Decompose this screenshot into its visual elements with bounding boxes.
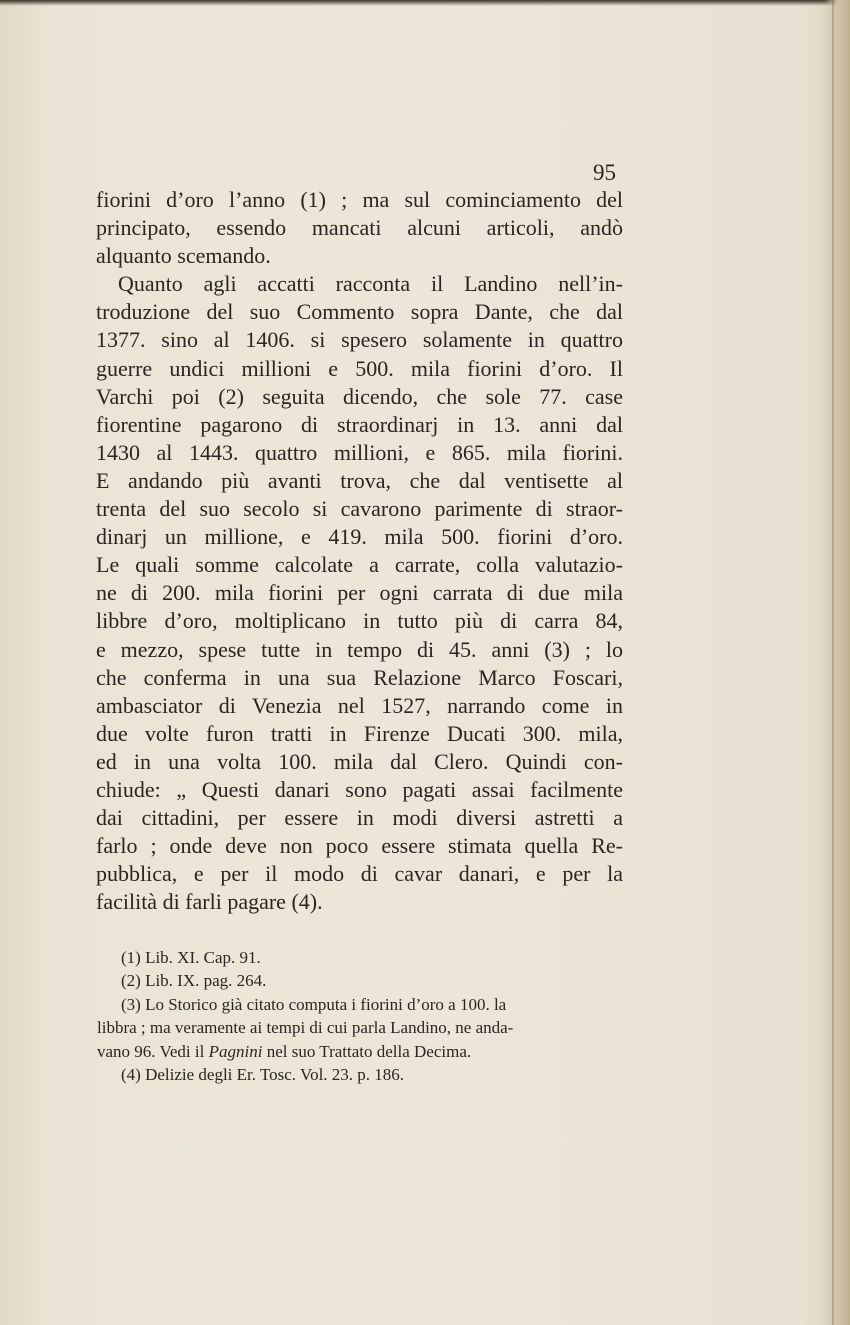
footnote-3-text: vano 96. Vedi il bbox=[97, 1041, 209, 1061]
body-line: chiude: „ Questi danari sono pagati assai facilmente bbox=[96, 776, 623, 802]
page-top-shadow bbox=[0, 0, 850, 6]
footnote-3-italic-name: Pagnini bbox=[208, 1041, 263, 1061]
footnote-3-text-end: nel suo Trattato della Decima. bbox=[262, 1041, 472, 1061]
body-line: E andando più avanti trova, che dal ventisette al bbox=[96, 467, 623, 493]
body-line: fiorini d’oro l’anno (1) ; ma sul cominciamento del bbox=[96, 187, 623, 212]
body-line: principato, essendo mancati alcuni articoli, andò bbox=[96, 215, 623, 241]
body-line: che conferma in una sua Relazione Marco Foscari, bbox=[96, 664, 623, 690]
body-line: Le quali somme calcolate a carrate, colla valutazio- bbox=[96, 552, 623, 578]
page-fold-line bbox=[832, 0, 834, 1325]
body-line: alquanto scemando. bbox=[96, 243, 271, 269]
body-line: trenta del suo secolo si cavarono parimente di straor- bbox=[96, 496, 623, 522]
body-line: dinarj un millione, e 419. mila 500. fiorini d’oro. bbox=[96, 524, 623, 550]
body-line: 1377. sino al 1406. si spesero solamente in quattro bbox=[96, 327, 623, 353]
body-text bbox=[96, 186, 623, 916]
body-line: troduzione del suo Commento sopra Dante, che dal bbox=[96, 299, 623, 325]
footnote-1: (1) Lib. XI. Cap. 91. bbox=[121, 948, 261, 967]
body-line: dai cittadini, per essere in modi diversi astretti a bbox=[96, 805, 623, 831]
body-line: ambasciator di Venezia nel 1527, narrando come in bbox=[96, 692, 623, 718]
footnote-3-line-2: libbra ; ma veramente ai tempi di cui parla Landino, ne anda- bbox=[97, 1018, 514, 1038]
footnote-2: (2) Lib. IX. pag. 264. bbox=[121, 971, 267, 991]
body-line: Quanto agli accatti racconta il Landino nell’in- bbox=[118, 271, 623, 297]
body-line: ne di 200. mila fiorini per ogni carrata di due mila bbox=[96, 580, 623, 606]
body-line: 1430 al 1443. quattro millioni, e 865. mila fiorini. bbox=[96, 439, 623, 465]
footnotes bbox=[97, 946, 623, 1086]
body-line: e mezzo, spese tutte in tempo di 45. anni (3) ; lo bbox=[96, 636, 623, 662]
footnote-3-line-3 bbox=[97, 1040, 623, 1063]
body-line: fiorentine pagarono di straordinarj in 13. anni dal bbox=[96, 411, 623, 437]
footnote-3-line-1: (3) Lo Storico già citato computa i fiorini d’oro a 100. la bbox=[121, 994, 507, 1014]
page-right-edge bbox=[824, 0, 850, 1325]
body-line: guerre undici millioni e 500. mila fiorini d’oro. Il bbox=[96, 355, 623, 381]
body-line: farlo ; onde deve non poco essere stimata quella Re- bbox=[96, 833, 623, 859]
body-line: pubblica, e per il modo di cavar danari, e per la bbox=[96, 861, 623, 887]
body-line: Varchi poi (2) seguita dicendo, che sole 77. case bbox=[96, 383, 623, 409]
page-number: 95 bbox=[593, 160, 616, 185]
body-line: facilità di farli pagare (4). bbox=[96, 889, 323, 915]
body-line: due volte furon tratti in Firenze Ducati 300. mila, bbox=[96, 720, 623, 746]
body-line: libbre d’oro, moltiplicano in tutto più di carra 84, bbox=[96, 608, 623, 634]
footnote-4: (4) Delizie degli Er. Tosc. Vol. 23. p. 186. bbox=[121, 1065, 405, 1085]
body-line: ed in una volta 100. mila dal Clero. Quindi con- bbox=[96, 748, 623, 774]
